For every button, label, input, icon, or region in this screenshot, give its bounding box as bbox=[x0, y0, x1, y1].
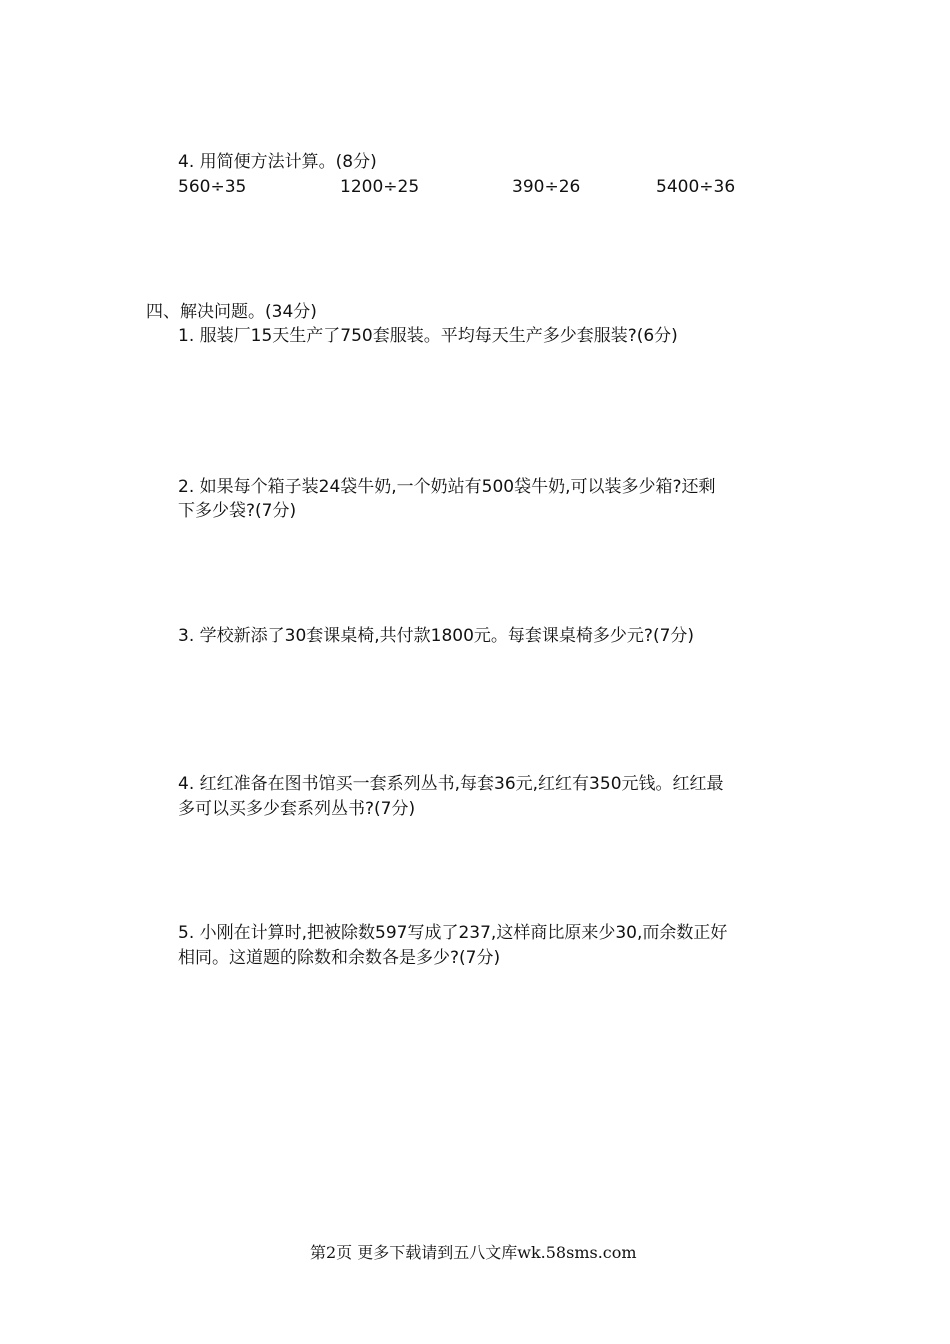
section-4-title: 四、解决问题。(34分) bbox=[146, 302, 317, 322]
expression-4: 5400÷36 bbox=[656, 177, 736, 197]
problem-2-line-1: 2. 如果每个箱子装24袋牛奶,一个奶站有500袋牛奶,可以装多少箱?还剩 bbox=[178, 477, 716, 497]
problem-1-line-1: 1. 服装厂15天生产了750套服装。平均每天生产多少套服装?(6分) bbox=[178, 326, 678, 346]
problem-5-line-2: 相同。这道题的除数和余数各是多少?(7分) bbox=[178, 948, 501, 968]
problem-4-line-1: 4. 红红准备在图书馆买一套系列丛书,每套36元,红红有350元钱。红红最 bbox=[178, 774, 724, 794]
expression-2: 1200÷25 bbox=[340, 177, 420, 197]
question-4-title: 4. 用简便方法计算。(8分) bbox=[178, 152, 377, 172]
expression-3: 390÷26 bbox=[512, 177, 581, 197]
problem-2-line-2: 下多少袋?(7分) bbox=[178, 501, 297, 521]
problem-4-line-2: 多可以买多少套系列丛书?(7分) bbox=[178, 799, 416, 819]
page-footer: 第2页 更多下载请到五八文库wk.58sms.com bbox=[310, 1243, 637, 1262]
problem-3-line-1: 3. 学校新添了30套课桌椅,共付款1800元。每套课桌椅多少元?(7分) bbox=[178, 626, 695, 646]
expression-1: 560÷35 bbox=[178, 177, 247, 197]
problem-5-line-1: 5. 小刚在计算时,把被除数597写成了237,这样商比原来少30,而余数正好 bbox=[178, 923, 728, 943]
